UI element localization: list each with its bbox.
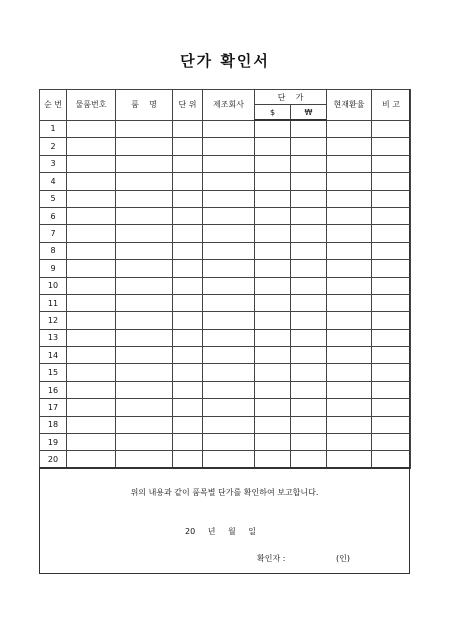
header-seq: 순 번	[40, 90, 67, 121]
table-cell[interactable]	[372, 399, 411, 416]
table-cell[interactable]	[116, 416, 173, 433]
table-cell[interactable]	[67, 242, 116, 259]
table-cell[interactable]	[203, 277, 255, 294]
confirmer-label: 확인자 :	[257, 554, 286, 563]
table-cell[interactable]	[116, 294, 173, 311]
table-cell[interactable]	[203, 138, 255, 155]
table-cell[interactable]	[173, 381, 203, 398]
table-cell[interactable]	[372, 416, 411, 433]
date-day-label: 일	[248, 527, 257, 536]
table-cell[interactable]	[255, 155, 291, 172]
table-cell[interactable]	[67, 225, 116, 242]
table-cell[interactable]	[327, 155, 372, 172]
table-row	[40, 225, 411, 242]
table-cell[interactable]	[116, 381, 173, 398]
table-cell[interactable]	[203, 260, 255, 277]
table-row	[40, 381, 411, 398]
table-cell[interactable]	[255, 451, 291, 468]
table-cell[interactable]	[116, 225, 173, 242]
table-cell[interactable]	[372, 225, 411, 242]
table-cell[interactable]	[116, 190, 173, 207]
table-cell[interactable]	[327, 207, 372, 224]
table-cell[interactable]	[173, 173, 203, 190]
table-cell[interactable]	[291, 138, 327, 155]
table-cell[interactable]	[173, 399, 203, 416]
confirmation-footer	[39, 467, 410, 576]
table-cell[interactable]	[67, 155, 116, 172]
header-item-no: 물품번호	[67, 90, 116, 121]
table-cell[interactable]	[203, 155, 255, 172]
table-cell[interactable]	[291, 207, 327, 224]
table-cell[interactable]	[116, 399, 173, 416]
row-number: 7	[40, 225, 67, 242]
table-cell[interactable]	[116, 155, 173, 172]
table-cell[interactable]	[327, 364, 372, 381]
table-cell[interactable]	[173, 277, 203, 294]
table-cell[interactable]	[255, 173, 291, 190]
table-cell[interactable]	[255, 120, 291, 138]
table-cell[interactable]	[327, 381, 372, 398]
table-row	[40, 451, 411, 468]
table-cell[interactable]	[255, 434, 291, 451]
table-row	[40, 173, 411, 190]
table-row	[40, 434, 411, 451]
table-cell[interactable]	[291, 312, 327, 329]
table-row	[40, 190, 411, 207]
table-cell[interactable]	[372, 277, 411, 294]
table-row	[40, 155, 411, 172]
row-number: 20	[40, 451, 67, 468]
header-note: 비 고	[372, 90, 411, 121]
table-cell[interactable]	[255, 312, 291, 329]
table-cell[interactable]	[67, 260, 116, 277]
table-cell[interactable]	[116, 364, 173, 381]
table-cell[interactable]	[116, 434, 173, 451]
table-cell[interactable]	[67, 451, 116, 468]
table-cell[interactable]	[67, 381, 116, 398]
row-number: 12	[40, 312, 67, 329]
table-cell[interactable]	[291, 190, 327, 207]
table-row	[40, 277, 411, 294]
table-cell[interactable]	[255, 242, 291, 259]
date-month-label: 월	[228, 527, 236, 536]
table-row	[40, 294, 411, 311]
row-number: 17	[40, 399, 67, 416]
table-cell[interactable]	[116, 207, 173, 224]
table-cell[interactable]	[173, 434, 203, 451]
date-year: 20	[185, 527, 196, 536]
table-cell[interactable]	[291, 294, 327, 311]
header-usd: $	[255, 105, 291, 121]
table-cell[interactable]	[203, 225, 255, 242]
row-number: 18	[40, 416, 67, 433]
table-cell[interactable]	[372, 120, 411, 138]
table-cell[interactable]	[203, 190, 255, 207]
table-cell[interactable]	[67, 207, 116, 224]
table-cell[interactable]	[327, 190, 372, 207]
row-number: 4	[40, 173, 67, 190]
table-cell[interactable]	[116, 242, 173, 259]
header-krw: ₩	[291, 105, 327, 121]
table-cell[interactable]	[291, 225, 327, 242]
table-cell[interactable]	[173, 120, 203, 138]
table-cell[interactable]	[173, 364, 203, 381]
table-cell[interactable]	[291, 416, 327, 433]
date-year-label: 년	[207, 527, 216, 536]
table-cell[interactable]	[116, 173, 173, 190]
table-cell[interactable]	[203, 364, 255, 381]
table-row	[40, 329, 411, 346]
table-cell[interactable]	[116, 138, 173, 155]
table-cell[interactable]	[116, 329, 173, 346]
row-number: 1	[40, 120, 67, 138]
table-cell[interactable]	[372, 434, 411, 451]
table-cell[interactable]	[327, 399, 372, 416]
table-cell[interactable]	[372, 190, 411, 207]
table-row	[40, 416, 411, 433]
table-cell[interactable]	[67, 173, 116, 190]
table-cell[interactable]	[173, 294, 203, 311]
table-cell[interactable]	[203, 120, 255, 138]
row-number: 19	[40, 434, 67, 451]
table-cell[interactable]	[255, 399, 291, 416]
table-cell[interactable]	[372, 207, 411, 224]
table-cell[interactable]	[327, 225, 372, 242]
table-cell[interactable]	[291, 399, 327, 416]
table-cell[interactable]	[291, 173, 327, 190]
table-row	[40, 260, 411, 277]
table-cell[interactable]	[372, 312, 411, 329]
row-number: 3	[40, 155, 67, 172]
table-cell[interactable]	[67, 416, 116, 433]
table-cell[interactable]	[327, 120, 372, 138]
table-row	[40, 347, 411, 364]
table-cell[interactable]	[203, 173, 255, 190]
table-cell[interactable]	[291, 451, 327, 468]
table-cell[interactable]	[291, 155, 327, 172]
table-cell[interactable]	[203, 451, 255, 468]
table-cell[interactable]	[372, 173, 411, 190]
table-row	[40, 138, 411, 155]
table-cell[interactable]	[116, 277, 173, 294]
table-cell[interactable]	[67, 294, 116, 311]
table-cell[interactable]	[291, 260, 327, 277]
table-cell[interactable]	[116, 312, 173, 329]
table-cell[interactable]	[116, 451, 173, 468]
table-cell[interactable]	[327, 416, 372, 433]
table-cell[interactable]	[203, 329, 255, 346]
table-cell[interactable]	[291, 347, 327, 364]
confirmation-statement: 위의 내용과 같이 품목별 단가를 확인하여 보고합니다.	[130, 488, 319, 497]
row-number: 2	[40, 138, 67, 155]
table-cell[interactable]	[327, 434, 372, 451]
table-cell[interactable]	[327, 260, 372, 277]
header-price: 단 가	[255, 90, 327, 105]
table-cell[interactable]	[291, 364, 327, 381]
seal-label: (인)	[336, 554, 350, 563]
row-number: 9	[40, 260, 67, 277]
table-row	[40, 120, 411, 138]
table-cell[interactable]	[372, 347, 411, 364]
table-cell[interactable]	[116, 120, 173, 138]
table-cell[interactable]	[203, 294, 255, 311]
table-cell[interactable]	[291, 329, 327, 346]
table-cell[interactable]	[67, 120, 116, 138]
table-cell[interactable]	[67, 434, 116, 451]
row-number: 15	[40, 364, 67, 381]
table-row	[40, 312, 411, 329]
table-cell[interactable]	[372, 329, 411, 346]
table-cell[interactable]	[327, 347, 372, 364]
table-cell[interactable]	[327, 173, 372, 190]
table-row	[40, 242, 411, 259]
table-cell[interactable]	[203, 347, 255, 364]
table-cell[interactable]	[372, 451, 411, 468]
table-cell[interactable]	[255, 225, 291, 242]
table-cell[interactable]	[255, 364, 291, 381]
table-cell[interactable]	[327, 312, 372, 329]
table-cell[interactable]	[255, 190, 291, 207]
table-row	[40, 399, 411, 416]
table-cell[interactable]	[327, 294, 372, 311]
table-cell[interactable]	[255, 207, 291, 224]
row-number: 16	[40, 381, 67, 398]
table-cell[interactable]	[116, 260, 173, 277]
row-number: 13	[40, 329, 67, 346]
table-cell[interactable]	[67, 138, 116, 155]
table-row	[40, 207, 411, 224]
document-title: 단가 확인서	[180, 52, 270, 70]
table-cell[interactable]	[255, 329, 291, 346]
table-cell[interactable]	[255, 381, 291, 398]
table-cell[interactable]	[291, 277, 327, 294]
table-cell[interactable]	[173, 329, 203, 346]
table-cell[interactable]	[67, 347, 116, 364]
header-item-name: 품 명	[116, 90, 173, 121]
table-cell[interactable]	[173, 225, 203, 242]
table-cell[interactable]	[203, 434, 255, 451]
row-number: 14	[40, 347, 67, 364]
table-cell[interactable]	[116, 347, 173, 364]
row-number: 10	[40, 277, 67, 294]
row-number: 5	[40, 190, 67, 207]
table-cell[interactable]	[372, 364, 411, 381]
table-cell[interactable]	[255, 416, 291, 433]
table-cell[interactable]	[67, 312, 116, 329]
price-table	[39, 89, 411, 469]
table-cell[interactable]	[255, 347, 291, 364]
header-unit: 단 위	[173, 90, 203, 121]
table-cell[interactable]	[67, 364, 116, 381]
table-cell[interactable]	[255, 260, 291, 277]
table-cell[interactable]	[372, 260, 411, 277]
row-number: 6	[40, 207, 67, 224]
table-cell[interactable]	[327, 242, 372, 259]
table-cell[interactable]	[372, 242, 411, 259]
row-number: 11	[40, 294, 67, 311]
table-cell[interactable]	[173, 416, 203, 433]
row-number: 8	[40, 242, 67, 259]
table-cell[interactable]	[173, 347, 203, 364]
table-cell[interactable]	[67, 399, 116, 416]
table-cell[interactable]	[327, 138, 372, 155]
table-cell[interactable]	[255, 294, 291, 311]
table-cell[interactable]	[372, 294, 411, 311]
table-cell[interactable]	[372, 155, 411, 172]
table-cell[interactable]	[327, 451, 372, 468]
table-cell[interactable]	[372, 381, 411, 398]
table-cell[interactable]	[173, 190, 203, 207]
table-cell[interactable]	[327, 329, 372, 346]
date-line	[185, 526, 266, 537]
table-cell[interactable]	[173, 451, 203, 468]
table-cell[interactable]	[173, 260, 203, 277]
table-cell[interactable]	[372, 138, 411, 155]
table-cell[interactable]	[203, 381, 255, 398]
header-maker: 제조회사	[203, 90, 255, 121]
table-cell[interactable]	[203, 312, 255, 329]
table-cell[interactable]	[327, 277, 372, 294]
table-cell[interactable]	[173, 155, 203, 172]
table-cell[interactable]	[203, 399, 255, 416]
table-cell[interactable]	[291, 434, 327, 451]
table-cell[interactable]	[203, 416, 255, 433]
table-cell[interactable]	[291, 381, 327, 398]
table-cell[interactable]	[203, 207, 255, 224]
header-rate: 현재환율	[327, 90, 372, 121]
table-cell[interactable]	[291, 242, 327, 259]
table-cell[interactable]	[173, 242, 203, 259]
table-cell[interactable]	[255, 277, 291, 294]
table-cell[interactable]	[203, 242, 255, 259]
table-row	[40, 364, 411, 381]
table-cell[interactable]	[67, 190, 116, 207]
table-cell[interactable]	[173, 207, 203, 224]
table-cell[interactable]	[67, 277, 116, 294]
table-cell[interactable]	[173, 138, 203, 155]
table-cell[interactable]	[291, 120, 327, 138]
table-cell[interactable]	[67, 329, 116, 346]
table-cell[interactable]	[173, 312, 203, 329]
table-cell[interactable]	[255, 138, 291, 155]
